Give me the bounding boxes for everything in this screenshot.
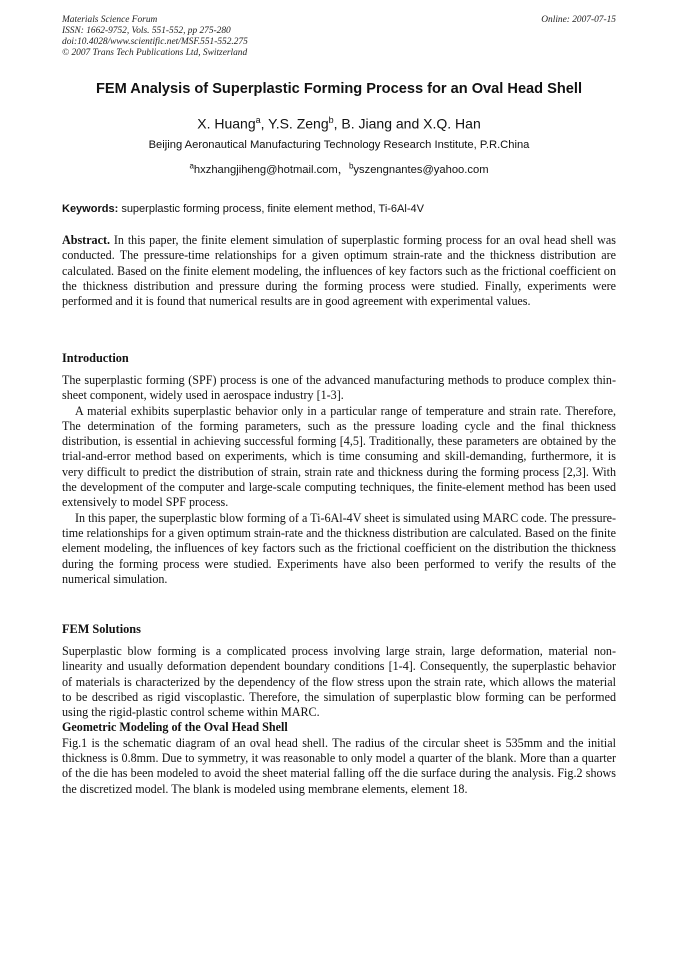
journal-header [62, 15, 248, 59]
intro-paragraph-1: The superplastic forming (SPF) process is one of the advanced manufacturing methods to produce complex thin-sheet component, widely used in aerospace industry [1-3]. [62, 373, 616, 403]
geometric-modeling-heading: Geometric Modeling of the Oval Head Shell [62, 720, 288, 735]
introduction-heading: Introduction [62, 351, 129, 365]
issn-line: ISSN: 1662-9752, Vols. 551-552, pp 275-280 [62, 26, 231, 36]
doi-line: doi:10.4028/www.scientific.net/MSF.551-552.275 [62, 37, 248, 47]
abstract-label: Abstract. [62, 233, 111, 247]
introduction-body [62, 373, 616, 587]
email-2-mark: b [348, 161, 354, 171]
email-2: yszengnantes@yahoo.com [353, 164, 489, 176]
author-1: X. Huang [197, 115, 256, 132]
author-2-mark: b [328, 115, 334, 125]
email-1-mark: a [189, 161, 194, 171]
authors-rest: B. Jiang and X.Q. Han [341, 115, 481, 132]
abstract-text: In this paper, the finite element simulation of superplastic forming process for an oval head shell was conducted. The pressure-time relationships for a given optimum strain-rate and the thickness distribution are calculated. Based on the finite element modeling, the influences of key factors such as the frictional coefficient on the thickness distribution and pressure during the forming process were studied. Finally, experiments were performed and it is found that numerical results are in good agreement with experimental values. [62, 233, 616, 309]
email-1: hxzhangjiheng@hotmail.com [193, 164, 338, 176]
fem-heading: FEM Solutions [62, 622, 141, 636]
online-date: Online: 2007-07-15 [541, 15, 616, 25]
keywords-text: superplastic forming process, finite element method, Ti-6Al-4V [121, 203, 424, 215]
journal-name: Materials Science Forum [62, 15, 158, 25]
email-line: $^a$hxzhangjiheng@hotmail.com，$^b$yszengnantes@yahoo.com [189, 161, 489, 176]
keywords [62, 203, 616, 215]
author-line: X. Huang$^a$, Y.S. Zeng$^b$, B. Jiang and X.Q. Han [197, 115, 481, 132]
author-1-mark: a [255, 115, 261, 125]
abstract [62, 233, 616, 309]
fem-paragraph-1: Superplastic blow forming is a complicated process involving large strain, large deformation, material non-linearity and usually deformation dependent boundary conditions [1-4]. Consequently, the superplastic behavior of materials is characterized by the dependency of the flow stress upon the strain rate, which allows the material to be described as rigid viscoplastic. Therefore, the simulation of superplastic blow forming can be performed using the rigid-plastic control scheme within MARC. [62, 644, 616, 720]
intro-paragraph-2: A material exhibits superplastic behavior only in a particular range of temperature and strain rate. Therefore, The determination of the forming parameters, such as the pressure loading cycle and the final thickness distribution, is essential in achieving successful forming [4,5]. Traditionally, these parameters are obtained by the trial-and-error method based on experiments, which is time consuming and skill-demanding, furthermore, it is very difficult to predict the distribution of strain, strain rate and thickness during the forming process [2,3]. With the development of the computer and large-scale computing techniques, the finite-element method has been used extensively to model SPF process. [62, 403, 616, 510]
intro-paragraph-3: In this paper, the superplastic blow forming of a Ti-6Al-4V sheet is simulated using MARC code. The pressure-time relationships for a given optimum strain-rate and the thickness distribution are calculated. Based on the finite element modeling, the influences of key factors such as the frictional coefficient on the distribution the thickness during the forming process were studied. Experiments have also been performed to verify the results of the numerical simulation. [62, 510, 616, 586]
affiliation: Beijing Aeronautical Manufacturing Technology Research Institute, P.R.China [148, 139, 530, 151]
fem-paragraph-2: Fig.1 is the schematic diagram of an oval head shell. The radius of the circular sheet is 535mm and the initial thickness is 0.8mm. Due to symmetry, it was reasonable to only model a quarter of the blank. More than a quarter of the die has been modeled to avoid the sheet material falling off the die surface during the analysis. Fig.2 shows the discretized model. The blank is modeled using membrane elements, element 18. [62, 735, 616, 796]
fem-body [62, 644, 616, 797]
paper-title: FEM Analysis of Superplastic Forming Process for an Oval Head Shell [95, 81, 583, 97]
author-2: Y.S. Zeng [268, 115, 329, 132]
copyright-line: © 2007 Trans Tech Publications Ltd, Switzerland [62, 48, 248, 58]
keywords-label: Keywords: [62, 203, 119, 215]
